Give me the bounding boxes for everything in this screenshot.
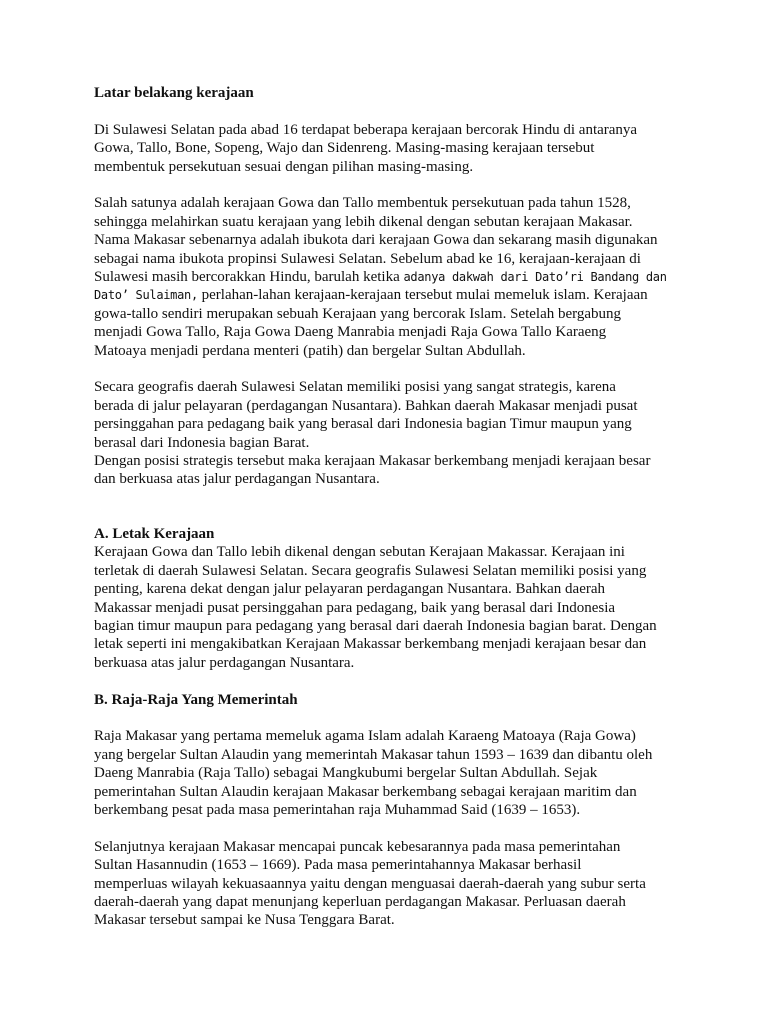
spacer: [94, 819, 708, 837]
paragraph-line: Dengan posisi strategis tersebut maka kerajaan Makasar berkembang menjadi kerajaan besar: [94, 453, 651, 470]
paragraph-text-alt-font: Dato’ Sulaiman,: [94, 288, 198, 303]
paragraph-line: yang bergelar Sultan Alaudin yang memerintah Makasar tahun 1593 – 1639 dan dibantu oleh: [94, 746, 653, 763]
section-heading: B. Raja-Raja Yang Memerintah: [94, 691, 298, 708]
paragraph-line: Selanjutnya kerajaan Makasar mencapai puncak kebesarannya pada masa pemerintahan: [94, 838, 621, 855]
paragraph-line: berkuasa atas jalur perdagangan Nusantara.: [94, 654, 355, 671]
paragraph-line: Makasar tersebut sampai ke Nusa Tenggara Barat.: [94, 912, 395, 929]
section-heading: A. Letak Kerajaan: [94, 525, 215, 542]
paragraph-line: memperluas wilayah kekuasaannya yaitu dengan menguasai daerah-daerah yang subur serta: [94, 875, 646, 892]
paragraph-gowa-tallo: [94, 194, 708, 360]
paragraph-line: membentuk persekutuan sesuai dengan pilihan masing-masing.: [94, 158, 474, 175]
paragraph-line: letak seperti ini mengakibatkan Kerajaan Makassar berkembang menjadi kerajaan besar dan: [94, 636, 647, 653]
paragraph-line: menjadi Gowa Tallo, Raja Gowa Daeng Manrabia menjadi Raja Gowa Tallo Karaeng: [94, 324, 607, 341]
paragraph-line: Secara geografis daerah Sulawesi Selatan memiliki posisi yang sangat strategis, karena: [94, 379, 616, 396]
spacer: [94, 360, 708, 378]
spacer: [94, 489, 708, 525]
paragraph-text: Sulawesi masih bercorakkan Hindu, barulah ketika: [94, 269, 404, 286]
section-raja-raja: [94, 691, 708, 930]
paragraph-line: Daeng Manrabia (Raja Tallo) sebagai Mangkubumi bergelar Sultan Abdullah. Sejak: [94, 765, 598, 782]
spacer: [94, 176, 708, 194]
paragraph-line: persinggahan para pedagang baik yang berasal dari Indonesia bagian Timur maupun yang: [94, 416, 632, 433]
spacer: [94, 102, 708, 120]
paragraph-geography: [94, 378, 708, 488]
paragraph-line: daerah-daerah yang dapat menunjang keperluan perdagangan Makasar. Perluasan daerah: [94, 893, 626, 910]
paragraph-line: dan berkuasa atas jalur perdagangan Nusantara.: [94, 471, 380, 488]
paragraph-line: terletak di daerah Sulawesi Selatan. Secara geografis Sulawesi Selatan memiliki posisi yang: [94, 562, 647, 579]
paragraph-line: sehingga melahirkan suatu kerajaan yang lebih dikenal dengan sebutan kerajaan Makasar.: [94, 213, 633, 230]
paragraph-text-alt-font: adanya dakwah dari Dato’ri Bandang dan: [403, 270, 667, 285]
paragraph-line: gowa-tallo sendiri merupakan sebuah Kerajaan yang bercorak Islam. Setelah bergabung: [94, 305, 622, 322]
paragraph-line: Raja Makasar yang pertama memeluk agama Islam adalah Karaeng Matoaya (Raja Gowa): [94, 728, 636, 745]
paragraph-line: Sultan Hasannudin (1653 – 1669). Pada masa pemerintahannya Makasar berhasil: [94, 857, 582, 874]
paragraph-line: pemerintahan Sultan Alaudin kerajaan Makasar berkembang sebagai kerajaan maritim dan: [94, 783, 637, 800]
paragraph-line: berkembang pesat pada masa pemerintahan raja Muhammad Said (1639 – 1653).: [94, 801, 581, 818]
spacer: [94, 672, 708, 690]
paragraph-line: Matoaya menjadi perdana menteri (patih) dan bergelar Sultan Abdullah.: [94, 342, 526, 359]
paragraph-line: Salah satunya adalah kerajaan Gowa dan Tallo membentuk persekutuan pada tahun 1528,: [94, 195, 631, 212]
spacer: [94, 709, 708, 727]
paragraph-line: Di Sulawesi Selatan pada abad 16 terdapat beberapa kerajaan bercorak Hindu di antaranya: [94, 121, 638, 138]
paragraph-line: bagian timur maupun para pedagang yang berasal dari daerah Indonesia bagian barat. Dengan: [94, 617, 657, 634]
paragraph-line: [94, 286, 708, 304]
document-title: Latar belakang kerajaan: [94, 85, 254, 101]
paragraph-text: perlahan-lahan kerajaan-kerajaan tersebut mulai memeluk islam. Kerajaan: [197, 287, 648, 304]
section-letak-kerajaan: [94, 525, 708, 672]
paragraph-line: Gowa, Tallo, Bone, Sopeng, Wajo dan Sidenreng. Masing-masing kerajaan tersebut: [94, 140, 595, 157]
paragraph-line: berasal dari Indonesia bagian Barat.: [94, 434, 310, 451]
paragraph-line: sebagai nama ibukota propinsi Sulawesi Selatan. Sebelum abad ke 16, kerajaan-kerajaan di: [94, 250, 641, 267]
paragraph-line: Makassar menjadi pusat persinggahan para pedagang, baik yang berasal dari Indonesia: [94, 599, 616, 616]
paragraph-intro: [94, 121, 708, 176]
paragraph-line: berada di jalur pelayaran (perdagangan Nusantara). Bahkan daerah Makasar menjadi pusat: [94, 397, 638, 414]
paragraph-line: [94, 268, 708, 286]
paragraph-line: penting, karena dekat dengan jalur pelayaran perdagangan Nusantara. Bahkan daerah: [94, 581, 606, 598]
paragraph-line: Kerajaan Gowa dan Tallo lebih dikenal dengan sebutan Kerajaan Makassar. Kerajaan ini: [94, 544, 625, 561]
paragraph-line: Nama Makasar sebenarnya adalah ibukota dari kerajaan Gowa dan sekarang masih digunakan: [94, 232, 658, 249]
